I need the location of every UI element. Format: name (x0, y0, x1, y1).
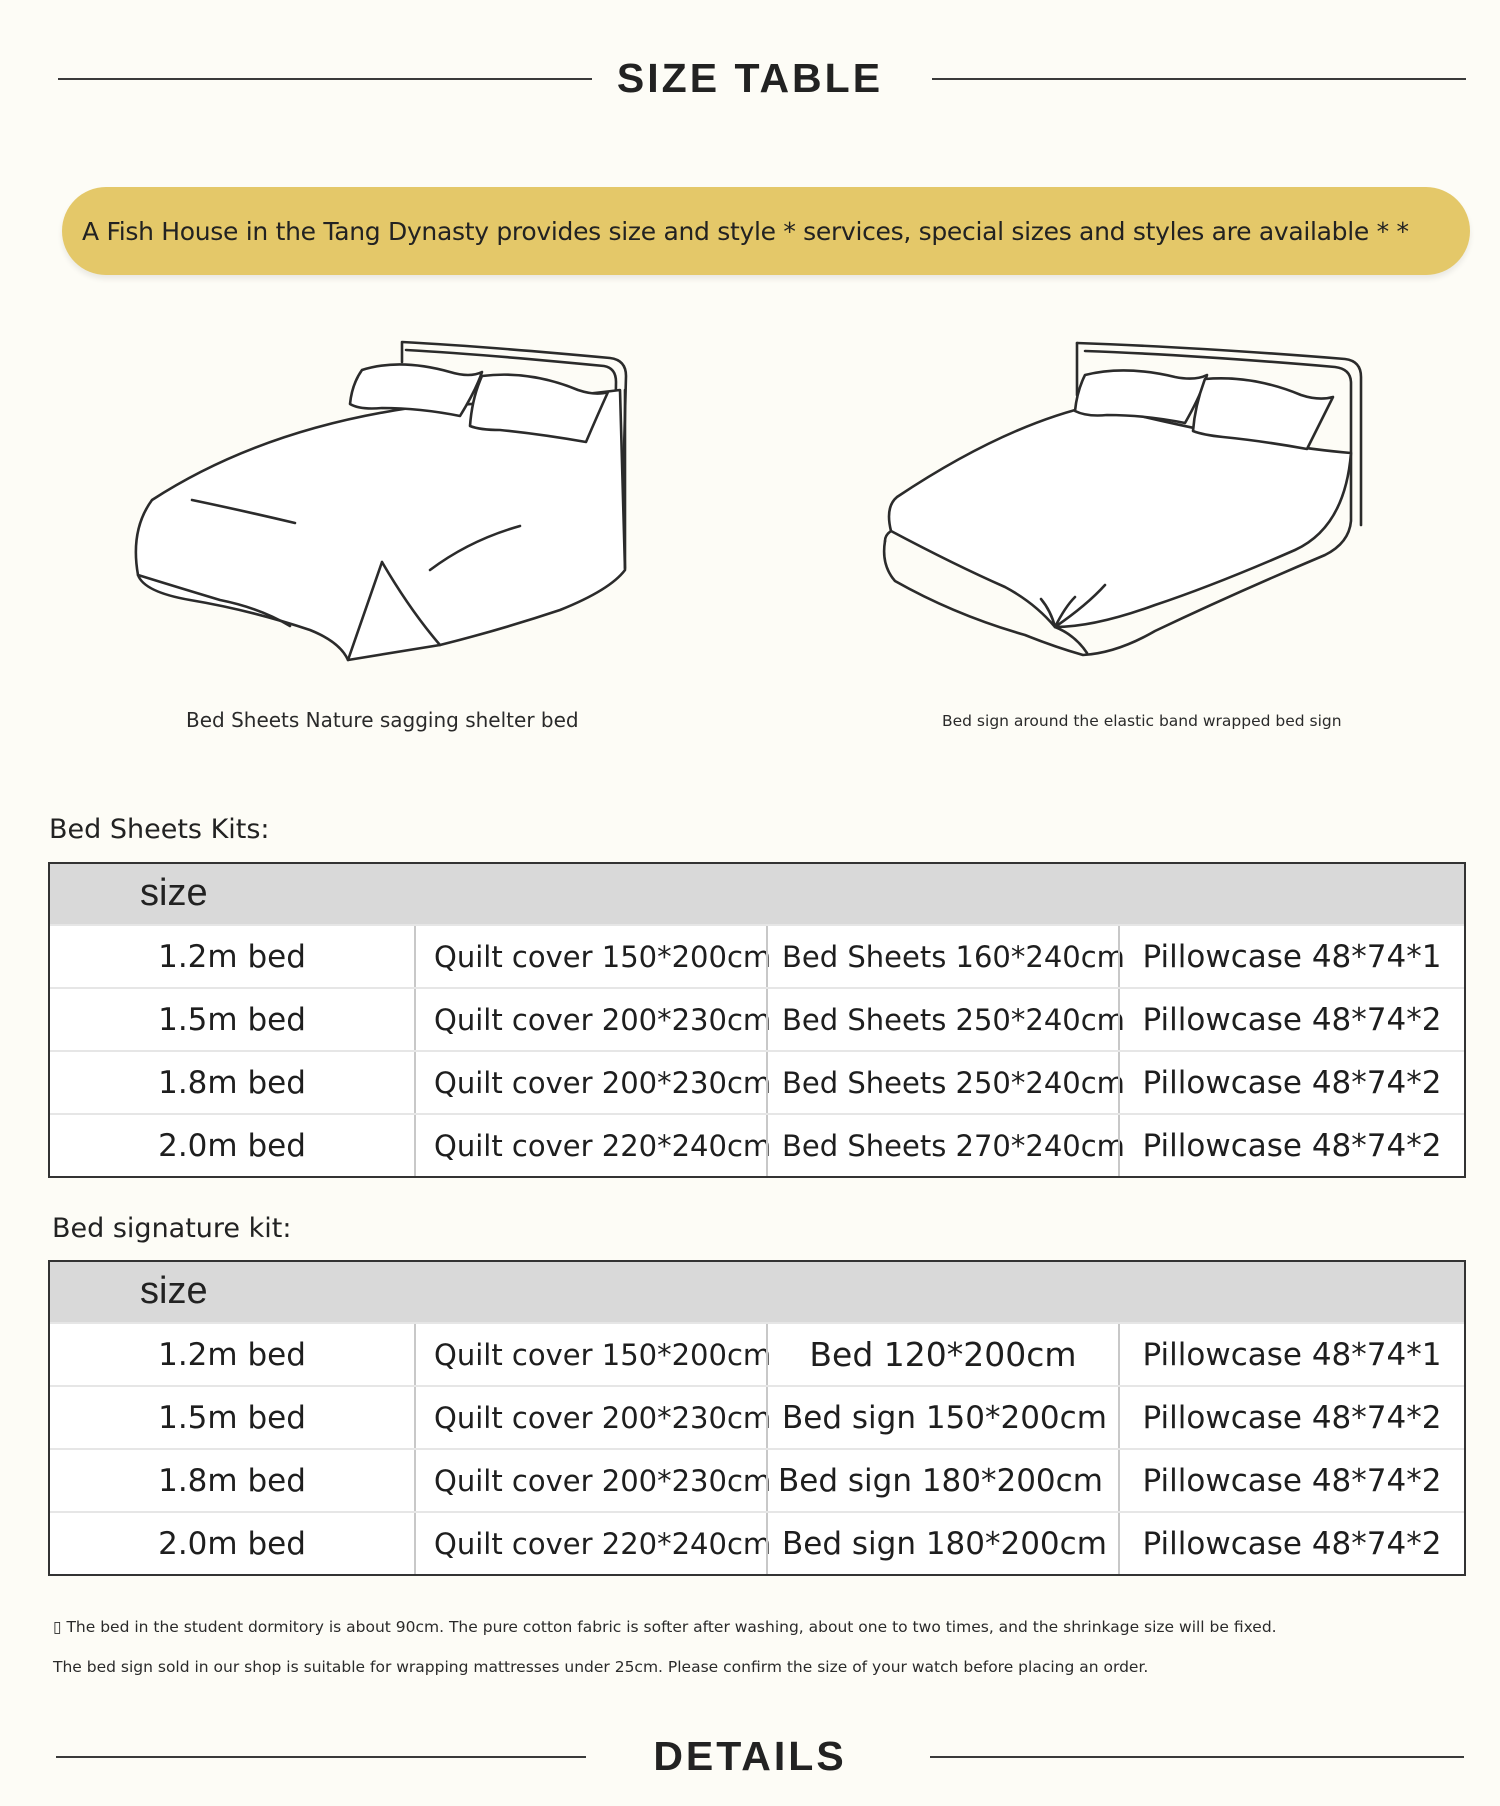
size-cell: 1.2m bed (158, 938, 306, 975)
fitted-sheet-illustration (855, 335, 1375, 675)
service-banner-text: A Fish House in the Tang Dynasty provides size and style * services, special sizes and styles are available * * (82, 216, 1409, 246)
pillow-cell: Pillowcase 48*74*2 (1118, 1052, 1464, 1113)
details-header (0, 1726, 1500, 1786)
table-row (50, 1050, 1464, 1113)
quilt-cell: Quilt cover 150*200cm (414, 1324, 766, 1385)
sheet-cell: Bed Sheets 160*240cm (766, 926, 1118, 987)
table-row (50, 1511, 1464, 1574)
sheet-cell: Bed 120*200cm (766, 1324, 1118, 1385)
sheet-cell: Bed sign 180*200cm (766, 1513, 1118, 1574)
quilt-cell: Quilt cover 200*230cm (414, 1450, 766, 1511)
sheet-cell: Bed Sheets 250*240cm (766, 1052, 1118, 1113)
size-cell: 2.0m bed (158, 1525, 306, 1562)
table-header (50, 864, 1464, 924)
pillow-cell: Pillowcase 48*74*2 (1118, 989, 1464, 1050)
table-header (50, 1262, 1464, 1322)
pillow-cell: Pillowcase 48*74*2 (1118, 1450, 1464, 1511)
pillow-cell: Pillowcase 48*74*2 (1118, 1387, 1464, 1448)
dormitory-note: ▯ The bed in the student dormitory is about 90cm. The pure cotton fabric is softer after washing, about one to two times, and the shrinkage size will be fixed. (53, 1618, 1277, 1636)
illustration-caption-right: Bed sign around the elastic band wrapped bed sign (942, 712, 1342, 730)
size-table-title: SIZE TABLE (616, 55, 884, 101)
mattress-note: The bed sign sold in our shop is suitable for wrapping mattresses under 25cm. Please confirm the size of your watch before placing an order. (53, 1658, 1149, 1676)
quilt-cell: Quilt cover 220*240cm (414, 1115, 766, 1176)
size-column-header: size (140, 1270, 208, 1312)
quilt-cell: Quilt cover 200*230cm (414, 989, 766, 1050)
table-row (50, 1448, 1464, 1511)
size-cell: 1.8m bed (158, 1064, 306, 1101)
pillow-cell: Pillowcase 48*74*2 (1118, 1513, 1464, 1574)
size-cell: 1.5m bed (158, 1399, 306, 1436)
signature-kit-label: Bed signature kit: (52, 1213, 292, 1244)
footer-rule-right (930, 1756, 1464, 1758)
sheets-kit-table (48, 862, 1466, 1178)
table-row (50, 924, 1464, 987)
pillow-cell: Pillowcase 48*74*2 (1118, 1115, 1464, 1176)
header-rule-right (932, 78, 1466, 80)
table-row (50, 1322, 1464, 1385)
illustration-caption-left: Bed Sheets Nature sagging shelter bed (186, 708, 579, 732)
sheet-cell: Bed Sheets 270*240cm (766, 1115, 1118, 1176)
size-cell: 1.8m bed (158, 1462, 306, 1499)
sheet-cell: Bed sign 180*200cm (766, 1450, 1118, 1511)
quilt-cell: Quilt cover 200*230cm (414, 1387, 766, 1448)
details-title: DETAILS (653, 1733, 847, 1779)
table-row (50, 1113, 1464, 1176)
size-cell: 1.2m bed (158, 1336, 306, 1373)
quilt-cell: Quilt cover 200*230cm (414, 1052, 766, 1113)
size-column-header: size (140, 872, 208, 914)
size-table-header (0, 48, 1500, 108)
sheet-cell: Bed Sheets 250*240cm (766, 989, 1118, 1050)
quilt-cell: Quilt cover 150*200cm (414, 926, 766, 987)
service-banner (62, 187, 1470, 275)
bed-sheet-illustration (120, 330, 640, 670)
table-row (50, 987, 1464, 1050)
sheets-kit-label: Bed Sheets Kits: (49, 814, 270, 845)
table-row (50, 1385, 1464, 1448)
sheet-cell: Bed sign 150*200cm (766, 1387, 1118, 1448)
pillow-cell: Pillowcase 48*74*1 (1118, 926, 1464, 987)
size-cell: 2.0m bed (158, 1127, 306, 1164)
signature-kit-table (48, 1260, 1466, 1576)
quilt-cell: Quilt cover 220*240cm (414, 1513, 766, 1574)
size-cell: 1.5m bed (158, 1001, 306, 1038)
pillow-cell: Pillowcase 48*74*1 (1118, 1324, 1464, 1385)
